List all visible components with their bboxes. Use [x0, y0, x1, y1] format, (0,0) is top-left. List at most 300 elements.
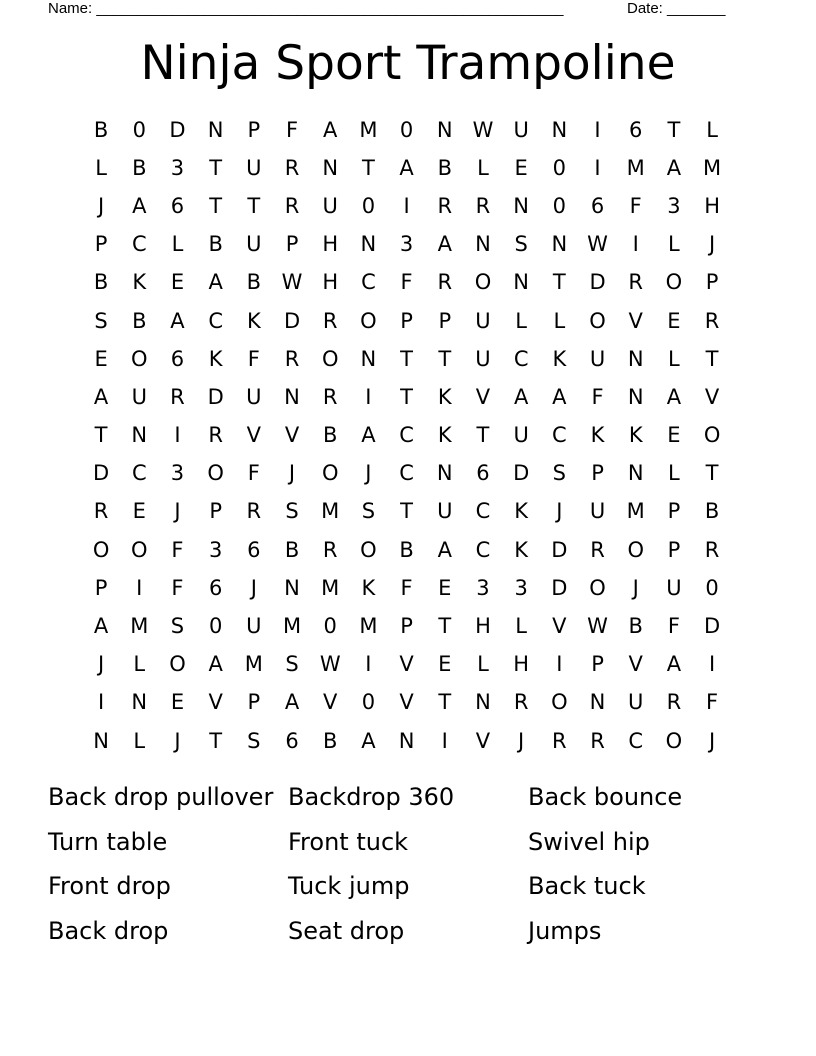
grid-cell: C: [131, 232, 147, 257]
grid-cell: N: [360, 346, 377, 371]
grid-cell: U: [513, 117, 529, 142]
grid-cell: B: [246, 270, 262, 295]
grid-cell: N: [627, 384, 644, 409]
grid-cell: A: [284, 690, 300, 715]
grid-cell: O: [360, 308, 377, 333]
grid-cell: 0: [323, 614, 337, 639]
grid-cell: P: [438, 308, 452, 333]
grid-cell: J: [174, 728, 181, 753]
grid-cell: R: [590, 728, 605, 753]
grid-cell: N: [207, 117, 224, 142]
grid-cell: D: [704, 614, 721, 639]
grid-cell: A: [666, 155, 682, 180]
grid-cell: D: [93, 461, 110, 486]
grid-cell: P: [94, 232, 108, 257]
grid-cell: N: [360, 232, 377, 257]
grid-cell: K: [246, 308, 261, 333]
grid-cell: B: [93, 270, 109, 295]
grid-cell: N: [93, 728, 109, 753]
grid-cell: P: [209, 499, 222, 524]
grid-cell: A: [666, 652, 682, 677]
word-list-item: Backdrop 360: [288, 783, 455, 811]
grid-cell: I: [365, 652, 372, 677]
grid-cell: K: [628, 423, 643, 448]
grid-cell: 6: [208, 575, 223, 600]
grid-cell: J: [708, 728, 716, 753]
grid-cell: O: [474, 270, 492, 295]
grid-cell: A: [437, 537, 452, 562]
grid-cell: N: [131, 423, 148, 448]
grid-cell: F: [706, 690, 719, 715]
grid-cell: C: [475, 499, 491, 524]
grid-cell: L: [515, 614, 527, 639]
grid-cell: L: [515, 308, 527, 333]
date-field-label: Date: _______: [627, 0, 726, 17]
grid-cell: J: [174, 499, 181, 524]
grid-cell: T: [667, 117, 681, 142]
word-list-item: Back tuck: [528, 872, 646, 900]
grid-cell: K: [361, 575, 376, 600]
grid-cell: F: [171, 575, 184, 600]
grid-cell: C: [513, 346, 529, 371]
grid-cell: E: [438, 575, 452, 600]
grid-cell: N: [551, 117, 568, 142]
grid-cell: M: [626, 155, 645, 180]
grid-cell: T: [209, 728, 223, 753]
grid-cell: J: [632, 575, 639, 600]
grid-cell: D: [207, 384, 224, 409]
grid-cell: T: [552, 270, 566, 295]
grid-cell: F: [591, 384, 604, 409]
grid-cell: N: [436, 117, 453, 142]
grid-cell: I: [174, 423, 181, 448]
grid-cell: A: [93, 614, 109, 639]
grid-cell: O: [665, 728, 683, 753]
grid-cell: N: [627, 461, 644, 486]
grid-cell: R: [437, 193, 453, 218]
grid-cell: A: [513, 384, 529, 409]
grid-cell: O: [131, 346, 148, 371]
grid-cell: K: [208, 346, 223, 371]
grid-cell: 0: [552, 193, 567, 218]
grid-cell: 3: [208, 537, 223, 562]
grid-cell: P: [247, 117, 261, 142]
grid-cell: L: [477, 155, 489, 180]
grid-cell: 6: [170, 346, 185, 371]
grid-cell: 0: [705, 575, 719, 600]
grid-cell: S: [94, 308, 108, 333]
grid-cell: O: [360, 537, 377, 562]
grid-cell: S: [170, 614, 185, 639]
grid-cell: L: [133, 652, 146, 677]
grid-cell: V: [208, 690, 223, 715]
grid-cell: D: [169, 117, 186, 142]
grid-cell: T: [400, 384, 413, 409]
grid-cell: A: [666, 384, 682, 409]
grid-cell: 0: [208, 614, 223, 639]
grid-cell: U: [131, 384, 147, 409]
grid-cell: O: [551, 690, 568, 715]
grid-cell: P: [400, 614, 413, 639]
grid-cell: L: [95, 155, 107, 180]
grid-cell: I: [403, 193, 410, 218]
grid-cell: 6: [590, 193, 605, 218]
grid-cell: B: [284, 537, 300, 562]
grid-cell: B: [93, 117, 109, 142]
grid-cell: E: [667, 308, 681, 333]
grid-cell: M: [130, 614, 149, 639]
grid-cell: T: [438, 690, 452, 715]
grid-cell: J: [518, 728, 525, 753]
grid-cell: A: [361, 423, 376, 448]
grid-cell: P: [247, 690, 261, 715]
grid-cell: V: [628, 308, 643, 333]
grid-cell: 6: [170, 193, 185, 218]
grid-cell: M: [321, 499, 340, 524]
grid-cell: T: [247, 193, 261, 218]
grid-cell: K: [514, 537, 529, 562]
grid-cell: I: [97, 690, 105, 715]
word-list-item: Back bounce: [528, 783, 683, 811]
grid-cell: U: [246, 614, 262, 639]
grid-cell: 3: [170, 461, 185, 486]
grid-cell: 3: [399, 232, 414, 257]
grid-cell: 3: [170, 155, 185, 180]
grid-cell: J: [97, 652, 105, 677]
grid-cell: R: [513, 690, 529, 715]
name-field-label: Name: ________________________________________________________: [48, 0, 564, 17]
grid-cell: N: [513, 193, 530, 218]
grid-cell: A: [361, 728, 376, 753]
grid-cell: V: [399, 690, 414, 715]
grid-cell: L: [668, 461, 680, 486]
grid-cell: O: [703, 423, 721, 448]
grid-cell: W: [587, 614, 608, 639]
grid-cell: N: [551, 232, 568, 257]
grid-cell: I: [632, 232, 639, 257]
grid-cell: V: [323, 690, 338, 715]
grid-cell: 3: [514, 575, 528, 600]
grid-cell: R: [322, 308, 338, 333]
grid-cell: C: [399, 423, 414, 448]
grid-cell: N: [284, 384, 300, 409]
grid-cell: L: [668, 346, 680, 371]
grid-cell: L: [477, 652, 489, 677]
grid-cell: R: [170, 384, 185, 409]
grid-cell: E: [514, 155, 528, 180]
grid-cell: E: [170, 690, 185, 715]
grid-cell: 0: [361, 193, 376, 218]
grid-cell: C: [399, 461, 414, 486]
grid-cell: H: [322, 232, 339, 257]
grid-cell: B: [323, 728, 338, 753]
grid-cell: E: [94, 346, 108, 371]
grid-cell: U: [246, 232, 262, 257]
grid-cell: N: [436, 461, 453, 486]
grid-cell: J: [97, 193, 105, 218]
grid-cell: C: [208, 308, 223, 333]
grid-cell: B: [437, 155, 452, 180]
word-list-item: Jumps: [528, 916, 602, 945]
grid-cell: B: [323, 423, 338, 448]
word-list-item: Swivel hip: [528, 827, 650, 856]
grid-cell: B: [208, 232, 223, 257]
grid-cell: U: [246, 384, 262, 409]
grid-cell: D: [283, 308, 301, 333]
grid-cell: A: [399, 155, 414, 180]
grid-cell: U: [475, 308, 491, 333]
grid-cell: T: [705, 346, 719, 371]
grid-cell: H: [704, 193, 720, 218]
grid-cell: I: [708, 652, 716, 677]
grid-cell: R: [704, 537, 720, 562]
grid-cell: O: [589, 308, 606, 333]
grid-cell: M: [282, 614, 302, 639]
grid-cell: B: [132, 308, 147, 333]
grid-cell: 0: [361, 690, 376, 715]
grid-cell: J: [556, 499, 563, 524]
grid-cell: K: [590, 423, 605, 448]
grid-cell: O: [92, 537, 110, 562]
grid-cell: S: [361, 499, 376, 524]
grid-cell: K: [437, 423, 452, 448]
word-list-item: Front tuck: [288, 827, 409, 856]
grid-cell: U: [589, 346, 606, 371]
grid-cell: E: [438, 652, 452, 677]
grid-cell: O: [207, 461, 224, 486]
grid-cell: R: [704, 308, 720, 333]
grid-cell: P: [591, 461, 604, 486]
grid-cell: U: [628, 690, 644, 715]
grid-cell: F: [400, 575, 413, 600]
grid-cell: U: [666, 575, 682, 600]
grid-cell: V: [246, 423, 262, 448]
grid-cell: O: [321, 346, 339, 371]
grid-cell: R: [322, 384, 338, 409]
page-title: Ninja Sport Trampoline: [140, 36, 676, 91]
grid-cell: J: [365, 461, 372, 486]
grid-cell: T: [438, 614, 452, 639]
grid-cell: C: [628, 728, 644, 753]
grid-cell: I: [365, 384, 372, 409]
grid-cell: K: [132, 270, 147, 295]
grid-cell: M: [321, 575, 340, 600]
grid-cell: I: [594, 155, 601, 180]
word-list-item: Front drop: [48, 872, 171, 900]
word-list: [48, 775, 768, 953]
grid-cell: M: [359, 117, 378, 142]
grid-cell: L: [706, 117, 718, 142]
grid-cell: J: [288, 461, 296, 486]
grid-cell: J: [708, 232, 716, 257]
grid-cell: V: [475, 728, 491, 753]
grid-cell: H: [475, 614, 491, 639]
grid-cell: R: [475, 193, 491, 218]
grid-cell: M: [359, 614, 378, 639]
grid-cell: N: [475, 690, 491, 715]
grid-cell: T: [94, 423, 108, 448]
grid-cell: O: [321, 461, 339, 486]
grid-cell: E: [170, 270, 185, 295]
word-list-item: Back drop: [48, 916, 169, 945]
word-list-item: Tuck jump: [288, 872, 410, 900]
grid-cell: W: [587, 232, 608, 257]
grid-cell: P: [705, 270, 719, 295]
grid-cell: N: [627, 346, 644, 371]
grid-cell: S: [552, 461, 567, 486]
grid-cell: N: [589, 690, 606, 715]
grid-cell: R: [628, 270, 644, 295]
grid-cell: W: [281, 270, 303, 295]
grid-cell: A: [323, 117, 338, 142]
grid-cell: U: [437, 499, 453, 524]
grid-cell: I: [441, 728, 448, 753]
grid-cell: F: [667, 614, 680, 639]
grid-cell: S: [514, 232, 528, 257]
grid-cell: K: [552, 346, 567, 371]
grid-cell: I: [556, 652, 563, 677]
grid-cell: D: [589, 270, 606, 295]
grid-cell: O: [665, 270, 683, 295]
grid-cell: B: [132, 155, 147, 180]
grid-cell: P: [591, 652, 604, 677]
grid-cell: P: [94, 575, 108, 600]
grid-cell: T: [361, 155, 375, 180]
grid-cell: F: [171, 537, 184, 562]
grid-cell: O: [627, 537, 644, 562]
grid-cell: S: [247, 728, 261, 753]
grid-cell: A: [208, 270, 223, 295]
grid-cell: 6: [285, 728, 299, 753]
grid-cell: I: [594, 117, 601, 142]
grid-cell: E: [667, 423, 681, 448]
letter-grid: [82, 111, 731, 760]
grid-cell: K: [437, 384, 452, 409]
grid-cell: L: [133, 728, 146, 753]
grid-cell: V: [628, 652, 643, 677]
header-line: [48, 0, 748, 20]
grid-cell: F: [247, 346, 260, 371]
grid-cell: T: [209, 193, 223, 218]
grid-cell: C: [361, 270, 376, 295]
grid-cell: 0: [399, 117, 414, 142]
grid-cell: R: [246, 499, 262, 524]
grid-cell: L: [668, 232, 680, 257]
grid-cell: O: [589, 575, 606, 600]
grid-cell: U: [513, 423, 529, 448]
grid-cell: R: [93, 499, 109, 524]
grid-cell: N: [475, 232, 491, 257]
grid-cell: P: [285, 232, 299, 257]
grid-cell: S: [285, 499, 299, 524]
grid-cell: A: [437, 232, 452, 257]
grid-cell: U: [589, 499, 606, 524]
grid-cell: N: [284, 575, 300, 600]
word-list-item: Turn table: [48, 827, 168, 856]
grid-cell: T: [438, 346, 452, 371]
grid-cell: A: [552, 384, 567, 409]
grid-cell: 3: [476, 575, 490, 600]
grid-cell: U: [246, 155, 262, 180]
grid-cell: B: [704, 499, 720, 524]
grid-cell: 6: [476, 461, 490, 486]
grid-cell: R: [284, 346, 300, 371]
grid-cell: R: [284, 155, 300, 180]
grid-cell: K: [514, 499, 529, 524]
grid-cell: T: [400, 499, 413, 524]
grid-cell: H: [322, 270, 339, 295]
grid-cell: B: [628, 614, 643, 639]
grid-cell: F: [400, 270, 413, 295]
grid-cell: T: [705, 461, 719, 486]
grid-cell: 0: [552, 155, 567, 180]
grid-cell: H: [513, 652, 530, 677]
grid-cell: I: [136, 575, 143, 600]
grid-cell: A: [208, 652, 223, 677]
grid-cell: 0: [132, 117, 146, 142]
grid-cell: T: [209, 155, 223, 180]
grid-cell: B: [399, 537, 414, 562]
grid-cell: L: [171, 232, 184, 257]
grid-cell: R: [590, 537, 605, 562]
grid-cell: R: [322, 537, 338, 562]
word-list-item: Seat drop: [288, 916, 405, 945]
grid-cell: D: [551, 537, 568, 562]
grid-cell: R: [437, 270, 453, 295]
grid-cell: T: [476, 423, 490, 448]
grid-cell: N: [513, 270, 530, 295]
grid-cell: C: [552, 423, 567, 448]
grid-cell: R: [284, 193, 300, 218]
grid-cell: P: [667, 499, 681, 524]
grid-cell: N: [398, 728, 415, 753]
grid-cell: J: [250, 575, 257, 600]
grid-cell: C: [131, 461, 147, 486]
grid-cell: V: [399, 652, 414, 677]
grid-cell: U: [475, 346, 491, 371]
grid-cell: 6: [629, 117, 643, 142]
grid-cell: R: [208, 423, 223, 448]
grid-cell: R: [666, 690, 682, 715]
grid-cell: V: [704, 384, 720, 409]
grid-cell: A: [132, 193, 147, 218]
grid-cell: U: [322, 193, 338, 218]
grid-cell: M: [244, 652, 263, 677]
grid-cell: A: [170, 308, 185, 333]
word-list-item: Back drop pullover: [48, 783, 274, 811]
grid-cell: 3: [667, 193, 681, 218]
grid-cell: 6: [247, 537, 261, 562]
grid-cell: P: [400, 308, 413, 333]
grid-cell: V: [552, 614, 567, 639]
grid-cell: N: [131, 690, 148, 715]
grid-cell: C: [475, 537, 491, 562]
grid-cell: L: [553, 308, 566, 333]
grid-cell: V: [475, 384, 491, 409]
grid-cell: F: [629, 193, 642, 218]
grid-cell: E: [132, 499, 146, 524]
grid-cell: M: [703, 155, 722, 180]
grid-cell: D: [551, 575, 568, 600]
grid-cell: W: [472, 117, 494, 142]
grid-cell: F: [247, 461, 260, 486]
grid-cell: W: [319, 652, 341, 677]
grid-cell: O: [169, 652, 186, 677]
grid-cell: A: [93, 384, 109, 409]
grid-cell: R: [552, 728, 567, 753]
grid-cell: T: [400, 346, 413, 371]
grid-cell: M: [626, 499, 645, 524]
